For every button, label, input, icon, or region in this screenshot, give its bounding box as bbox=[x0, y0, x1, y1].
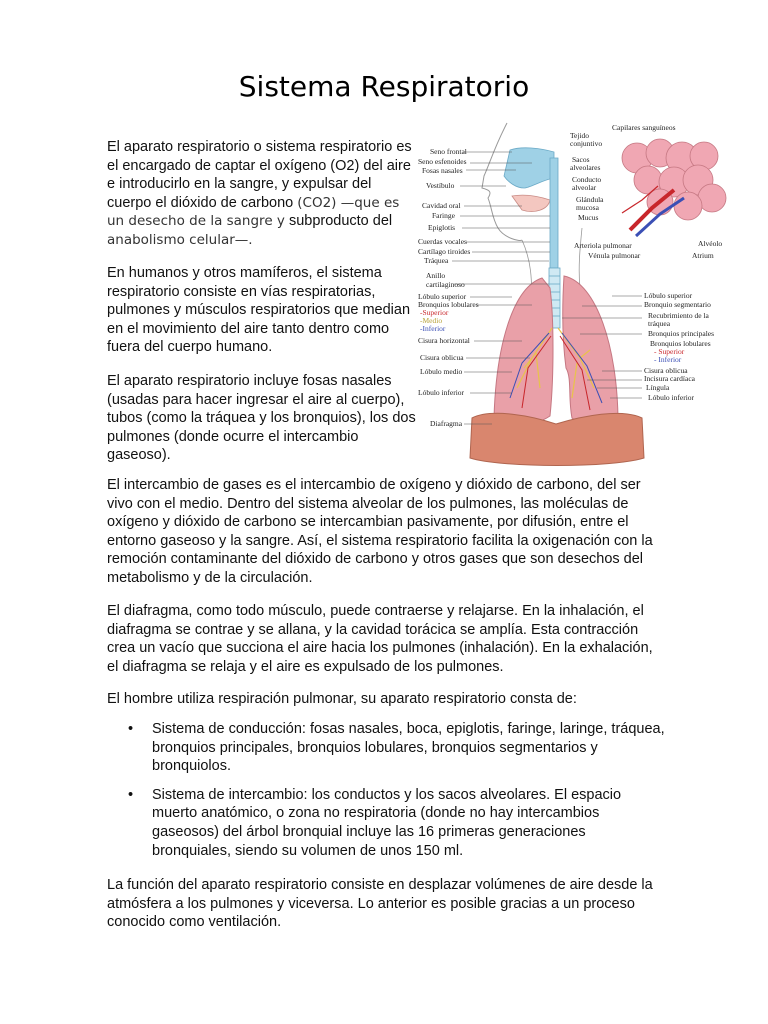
left-lung-icon bbox=[563, 276, 618, 425]
bullet-icon: • bbox=[128, 786, 134, 803]
paragraph-mamiferos: En humanos y otros mamíferos, el sistema respiratorio consiste en vías respiratorias, pulmones y músculos respiratorios que median en el movimiento del aire tanto dentro como fuera del cuerpo humano. bbox=[107, 265, 411, 356]
list-item bbox=[107, 786, 667, 860]
label-seno-frontal: Seno frontal bbox=[430, 147, 467, 156]
label-epiglotis: Epiglotis bbox=[428, 223, 456, 232]
anabolismo-link-text[interactable]: anabolismo celular—. bbox=[107, 231, 253, 248]
label-lobulo-inferior-right: Lóbulo inferior bbox=[648, 393, 695, 402]
paragraph-intro-text: El aparato respiratorio o sistema respiratorio es el encargado de captar el oxígeno (O2) del aire e introducirlo en la sangre, y expulsar del cuerpo el dióxido de carbono bbox=[107, 139, 412, 211]
label-cartilago-tiroides: Cartílago tiroides bbox=[418, 247, 471, 256]
label-traquea-right: tráquea bbox=[648, 319, 671, 328]
label-vestibulo: Vestíbulo bbox=[426, 181, 455, 190]
label-atrium: Atrium bbox=[692, 251, 714, 260]
label-mucosa: mucosa bbox=[576, 203, 599, 212]
label-cisura-oblicua-left: Cisura oblicua bbox=[420, 353, 464, 362]
paragraph-funcion: La función del aparato respiratorio consiste en desplazar volúmenes de aire desde la atmósfera a los pulmones y viceversa. Lo anterior es posible gracias a un proceso conocido como ventilación. bbox=[107, 877, 653, 931]
bullet-icon: • bbox=[128, 721, 134, 737]
label-faringe: Faringe bbox=[432, 211, 455, 220]
label-inferior-right: - Inferior bbox=[654, 355, 682, 364]
label-alveolar: alveolar bbox=[572, 183, 597, 192]
pharynx-icon bbox=[550, 158, 558, 268]
label-inferior-left: -Inferior bbox=[420, 324, 446, 333]
label-traquea: Tráquea bbox=[424, 256, 449, 265]
label-superior-left: -Superior bbox=[420, 308, 449, 317]
paragraph-intro bbox=[107, 138, 417, 250]
right-lung-icon bbox=[494, 278, 553, 425]
label-cuerdas-vocales: Cuerdas vocales bbox=[418, 237, 467, 246]
label-sacos: Sacos bbox=[572, 155, 590, 164]
label-superior-right: - Superior bbox=[654, 347, 685, 356]
label-cartilaginoso: cartilaginoso bbox=[426, 280, 465, 289]
label-alveolares: alveolares bbox=[570, 163, 601, 172]
label-conjuntivo: conjuntivo bbox=[570, 139, 603, 148]
label-arteriola: Arteriola pulmonar bbox=[574, 241, 632, 250]
page-title: Sistema Respiratorio bbox=[238, 70, 530, 103]
label-lingula: Língula bbox=[646, 383, 670, 392]
label-bronquios-principales: Bronquios principales bbox=[648, 329, 715, 338]
list-item-text: Sistema de conducción: fosas nasales, boca, epiglotis, faringe, laringe, tráquea, bronquios principales, bronquios lobulares, bronquios segmentarios y bronquiolos. bbox=[152, 721, 665, 775]
label-capilares: Capilares sanguíneos bbox=[612, 123, 676, 132]
alveoli-cluster-icon bbox=[622, 139, 726, 236]
label-fosas-nasales: Fosas nasales bbox=[422, 166, 463, 175]
diaphragm-icon bbox=[470, 413, 644, 465]
oral-cavity-icon bbox=[512, 195, 550, 211]
paragraph-intercambio: El intercambio de gases es el intercambio de oxígeno y dióxido de carbono, del ser vivo con el medio. Dentro del sistema alveolar de los pulmones, las moléculas de oxígeno y dióxido de carbono se intercambian pasivamente, por difusión, entre el entorno gaseoso y la sangre. Así, el sistema respiratorio facilita la oxigenación con la remoción contaminante del dióxido de carbono y otros gases que son desechos del metabolismo y de la circulación. bbox=[107, 477, 653, 586]
paragraph-diafragma: El diafragma, como todo músculo, puede contraerse y relajarse. En la inhalación, el diafragma se contrae y se allana, y la cavidad torácica se amplía. Esta contracción crea un vacío que succiona el aire hacia los pulmones (inhalación). En la exhalación, el diafragma se relaja y el aire es expulsado de los pulmones. bbox=[107, 603, 653, 675]
label-medio-left: -Medio bbox=[420, 316, 443, 325]
label-cavidad-oral: Cavidad oral bbox=[422, 201, 461, 210]
label-bronquio-segmentario: Bronquio segmentario bbox=[644, 300, 711, 309]
label-lobulo-superior-right: Lóbulo superior bbox=[644, 291, 693, 300]
label-lobulo-superior-left: Lóbulo superior bbox=[418, 292, 467, 301]
paragraph-respiracion: El hombre utiliza respiración pulmonar, su aparato respiratorio consta de: bbox=[107, 691, 577, 707]
label-bronquios-lobulares-right: Bronquios lobulares bbox=[650, 339, 711, 348]
label-recubrimiento: Recubrimiento de la bbox=[648, 311, 709, 320]
list-item-text: Sistema de intercambio: los conductos y los sacos alveolares. El espacio muerto anatómico, o zona no respiratoria (donde no hay intercambios gaseosos) del árbol bronquial incluye las 16 primeras generaciones bronquiales, siendo su volumen de unos 150 ml. bbox=[152, 786, 622, 859]
label-lobulo-inferior-left: Lóbulo inferior bbox=[418, 388, 465, 397]
label-seno-esfenoides: Seno esfenoides bbox=[418, 157, 467, 166]
label-bronquios-lobulares-left: Bronquios lobulares bbox=[418, 300, 479, 309]
label-conducto: Conducto bbox=[572, 175, 602, 184]
paragraph-intro-text-2: subproducto del bbox=[288, 213, 393, 230]
label-venula: Vénula pulmonar bbox=[588, 251, 641, 260]
label-lobulo-medio: Lóbulo medio bbox=[420, 367, 463, 376]
respiratory-system-illustration bbox=[412, 118, 756, 476]
label-glandula: Glándula bbox=[576, 195, 604, 204]
label-mucus: Mucus bbox=[578, 213, 599, 222]
nasal-cavity-icon bbox=[504, 148, 554, 188]
label-diafragma: Diafragma bbox=[430, 419, 463, 428]
label-tejido: Tejido bbox=[570, 131, 590, 140]
label-cisura-oblicua-right: Cisura oblicua bbox=[644, 366, 688, 375]
label-anillo: Anillo bbox=[426, 271, 446, 280]
label-cisura-horizontal: Cisura horizontal bbox=[418, 336, 470, 345]
label-incisura: Incisura cardíaca bbox=[644, 374, 696, 383]
paragraph-componentes: El aparato respiratorio incluye fosas nasales (usadas para hacer ingresar el aire al cuerpo), tubos (como la tráquea y los bronquios), los dos pulmones (donde ocurre el intercambio gaseoso). bbox=[107, 373, 416, 464]
label-alveolo: Alvéolo bbox=[698, 239, 723, 248]
bullet-list bbox=[107, 720, 667, 870]
co2-link-text[interactable]: (CO2) —que es un desecho de la sangre y bbox=[107, 194, 400, 230]
list-item bbox=[107, 720, 667, 776]
